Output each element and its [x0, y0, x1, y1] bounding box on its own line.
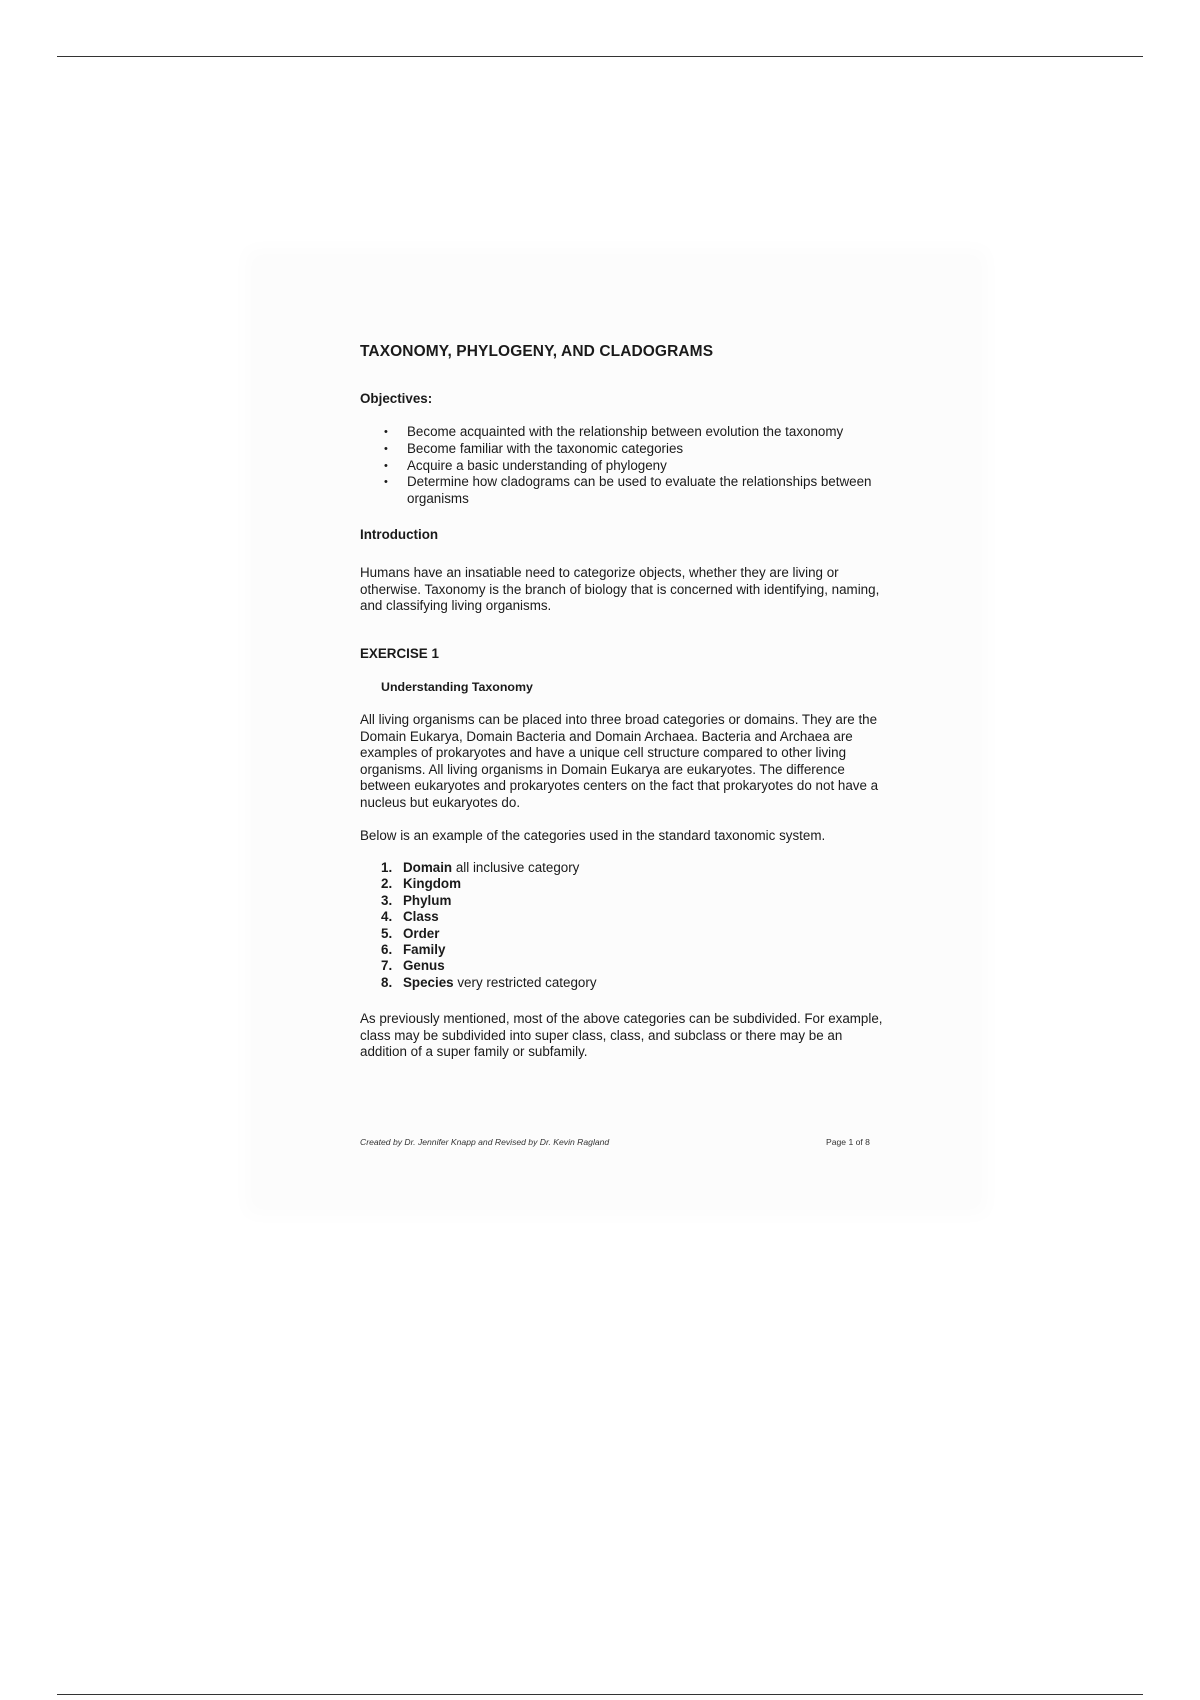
domains-paragraph: All living organisms can be placed into three broad categories or domains. They are the Domain Eukarya, Domain Bacteria and Domain Archaea. Bacteria and Archaea are examples of prokaryotes and have a unique cell structure compared to other living organisms. All living organisms in Domain Eukarya are eukaryotes. The difference between eukaryotes and prokaryotes centers on the fact that prokaryotes do not have a nucleus but eukaryotes do.	[360, 712, 879, 810]
item-number: 7.	[381, 958, 393, 974]
objective-text: Determine how cladograms can be used to evaluate the relationships between organisms	[407, 474, 872, 507]
category-term: Phylum	[403, 892, 452, 908]
bullet-icon: •	[384, 442, 388, 455]
item-number: 4.	[381, 909, 393, 925]
footer-page-number: Page 1 of 8	[826, 1137, 870, 1147]
document-title: TAXONOMY, PHYLOGENY, AND CLADOGRAMS	[360, 343, 714, 360]
list-item	[381, 958, 597, 974]
category-term: Order	[403, 925, 440, 941]
item-number: 1.	[381, 860, 393, 875]
list-item	[381, 458, 901, 475]
categories-intro-paragraph: Below is an example of the categories used in the standard taxonomic system.	[360, 828, 826, 843]
list-item	[381, 926, 597, 942]
subdivision-paragraph: As previously mentioned, most of the above categories can be subdivided. For example, class may be subdivided into super class, class, and subclass or there may be an addition of a super family or subfamily.	[360, 1011, 883, 1059]
taxonomic-categories-list	[381, 860, 597, 991]
footer-credit: Created by Dr. Jennifer Knapp and Revised by Dr. Kevin Ragland	[360, 1137, 610, 1147]
category-term: Genus	[403, 958, 445, 974]
list-item	[381, 860, 597, 876]
category-note: all inclusive category	[452, 860, 580, 875]
exercise-subheading: Understanding Taxonomy	[381, 680, 533, 694]
objective-text: Acquire a basic understanding of phylogeny	[407, 457, 667, 473]
bullet-icon: •	[384, 459, 388, 472]
list-item	[381, 474, 877, 508]
category-term: Family	[403, 942, 446, 958]
category-note: very restricted category	[453, 974, 597, 990]
objectives-heading: Objectives:	[360, 391, 433, 406]
category-term: Class	[403, 909, 439, 925]
category-term: Species	[403, 974, 454, 990]
bullet-icon: •	[384, 476, 388, 489]
category-term: Domain	[403, 860, 453, 875]
list-item	[381, 942, 597, 958]
exercise-heading: EXERCISE 1	[360, 646, 439, 661]
item-number: 2.	[381, 876, 393, 892]
introduction-heading: Introduction	[360, 527, 439, 542]
introduction-paragraph: Humans have an insatiable need to categorize objects, whether they are living or otherwise. Taxonomy is the branch of biology that is concerned with identifying, naming, and classifying living organisms.	[360, 565, 880, 613]
bottom-divider	[57, 1694, 1143, 1695]
list-item	[381, 893, 597, 909]
item-number: 3.	[381, 892, 393, 908]
list-item	[381, 424, 901, 441]
item-number: 5.	[381, 925, 393, 941]
objectives-list	[381, 424, 901, 508]
item-number: 8.	[381, 974, 393, 990]
bullet-icon: •	[384, 426, 388, 438]
item-number: 6.	[381, 942, 393, 958]
list-item	[381, 441, 901, 458]
top-divider	[57, 56, 1143, 57]
objective-text: Become familiar with the taxonomic categories	[407, 440, 684, 456]
list-item	[381, 909, 597, 925]
list-item	[381, 975, 597, 991]
objective-text: Become acquainted with the relationship between evolution the taxonomy	[407, 424, 844, 439]
list-item	[381, 876, 597, 892]
category-term: Kingdom	[403, 876, 462, 892]
